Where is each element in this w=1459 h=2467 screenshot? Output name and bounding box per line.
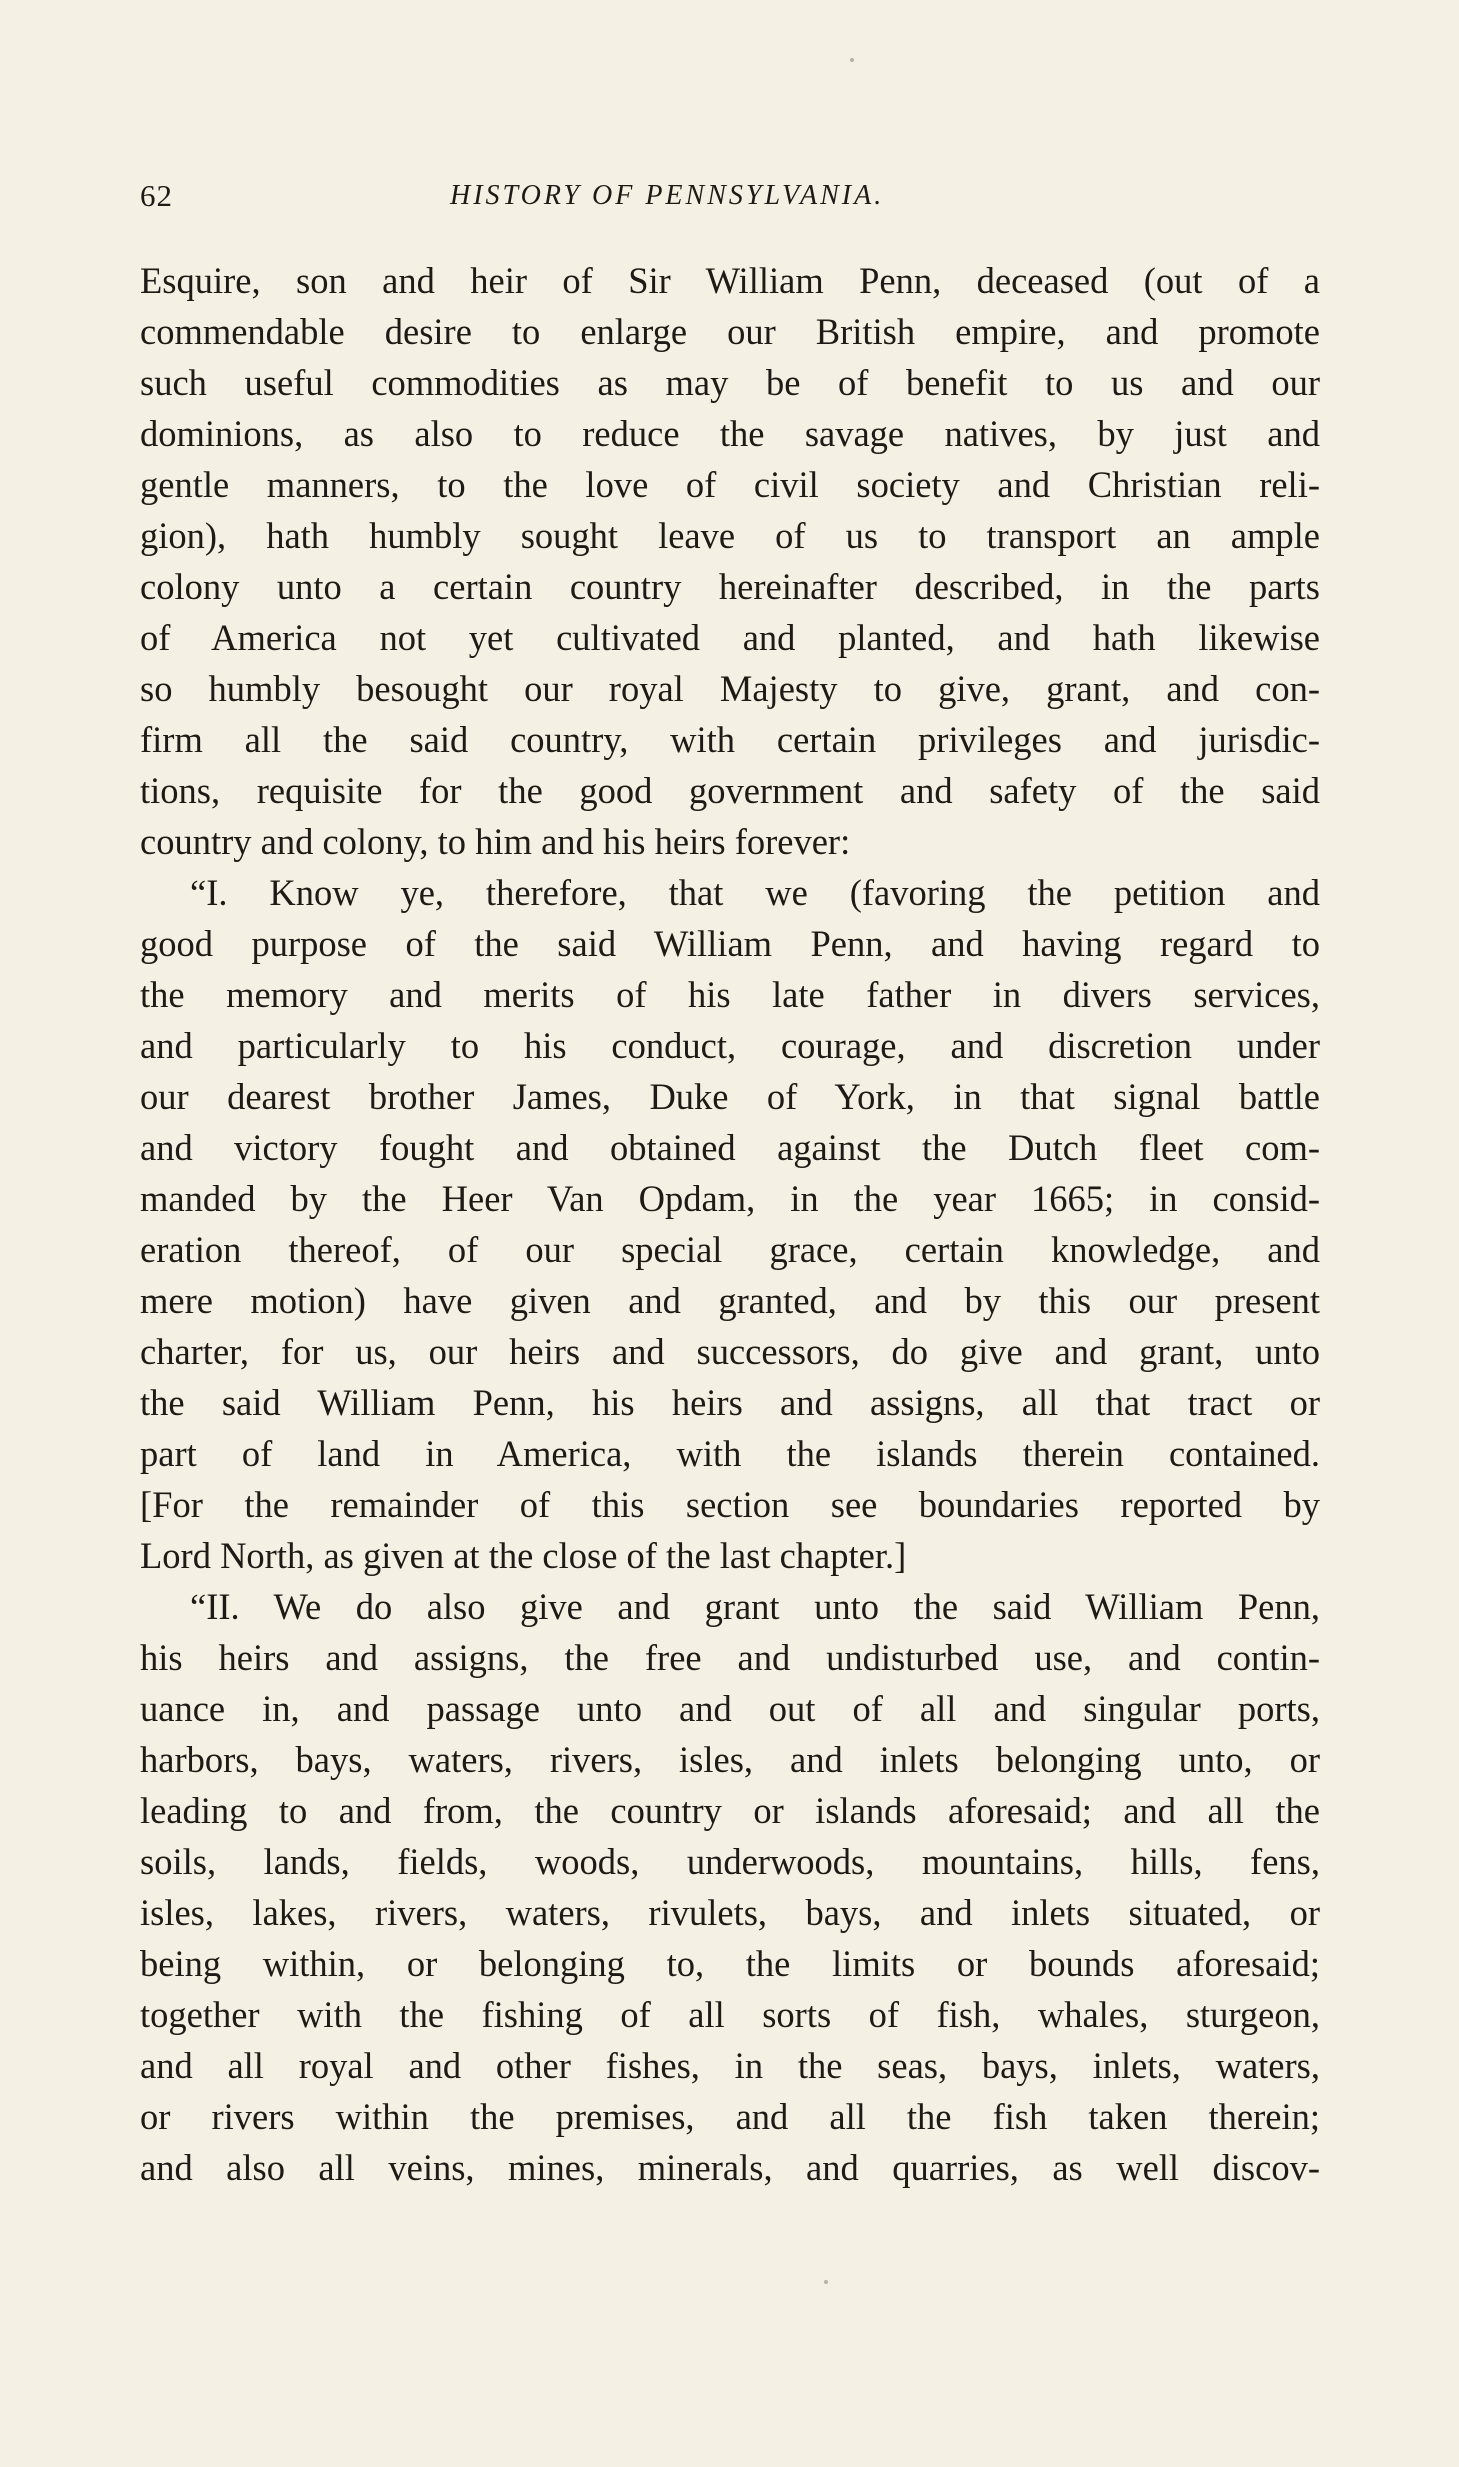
- text-line: Lord North, as given at the close of the last chapter.]: [140, 1535, 907, 1576]
- text-line: good purpose of the said William Penn, and having regard to: [140, 923, 1320, 964]
- text-line: uance in, and passage unto and out of all and singular ports,: [140, 1688, 1320, 1729]
- text-line: charter, for us, our heirs and successors, do give and grant, unto: [140, 1331, 1320, 1372]
- text-line: his heirs and assigns, the free and undisturbed use, and contin-: [140, 1637, 1320, 1678]
- page-number: 62: [140, 178, 173, 213]
- text-line: firm all the said country, with certain privileges and jurisdic-: [140, 719, 1320, 760]
- text-line: harbors, bays, waters, rivers, isles, and inlets belonging unto, or: [140, 1739, 1320, 1780]
- text-line: country and colony, to him and his heirs forever:: [140, 821, 851, 862]
- text-line: together with the fishing of all sorts of fish, whales, sturgeon,: [140, 1994, 1320, 2035]
- text-line: manded by the Heer Van Opdam, in the year 1665; in consid-: [140, 1178, 1320, 1219]
- text-line: isles, lakes, rivers, waters, rivulets, bays, and inlets situated, or: [140, 1892, 1320, 1933]
- text-line: or rivers within the premises, and all the fish taken therein;: [140, 2096, 1320, 2137]
- text-line: and victory fought and obtained against the Dutch fleet com-: [140, 1127, 1320, 1168]
- text-line: colony unto a certain country hereinafter described, in the parts: [140, 566, 1320, 607]
- text-line: gentle manners, to the love of civil society and Christian reli-: [140, 464, 1320, 505]
- text-line: tions, requisite for the good government and safety of the said: [140, 770, 1320, 811]
- text-line: commendable desire to enlarge our British empire, and promote: [140, 311, 1320, 352]
- text-line: so humbly besought our royal Majesty to give, grant, and con-: [140, 668, 1320, 709]
- body-text: [140, 255, 1320, 2193]
- paper-speck: [824, 2280, 828, 2284]
- text-line: gion), hath humbly sought leave of us to transport an ample: [140, 515, 1320, 556]
- text-line: “I. Know ye, therefore, that we (favoring the petition and: [190, 872, 1320, 913]
- text-line: part of land in America, with the islands therein contained.: [140, 1433, 1320, 1474]
- text-line: and all royal and other fishes, in the seas, bays, inlets, waters,: [140, 2045, 1320, 2086]
- text-line: the memory and merits of his late father in divers services,: [140, 974, 1320, 1015]
- text-line: and particularly to his conduct, courage, and discretion under: [140, 1025, 1320, 1066]
- text-line: of America not yet cultivated and planted, and hath likewise: [140, 617, 1320, 658]
- text-line: such useful commodities as may be of benefit to us and our: [140, 362, 1320, 403]
- text-line: eration thereof, of our special grace, certain knowledge, and: [140, 1229, 1320, 1270]
- text-line: and also all veins, mines, minerals, and quarries, as well discov-: [140, 2147, 1320, 2188]
- text-line: dominions, as also to reduce the savage natives, by just and: [140, 413, 1320, 454]
- text-line: our dearest brother James, Duke of York, in that signal battle: [140, 1076, 1320, 1117]
- running-head: [140, 178, 1320, 218]
- text-line: mere motion) have given and granted, and by this our present: [140, 1280, 1320, 1321]
- paper-speck: [850, 58, 854, 62]
- text-line: Esquire, son and heir of Sir William Penn, deceased (out of a: [140, 260, 1320, 301]
- running-title: HISTORY OF PENNSYLVANIA.: [450, 180, 885, 211]
- text-line: soils, lands, fields, woods, underwoods, mountains, hills, fens,: [140, 1841, 1320, 1882]
- text-line: “II. We do also give and grant unto the said William Penn,: [190, 1586, 1320, 1627]
- text-line: being within, or belonging to, the limits or bounds aforesaid;: [140, 1943, 1320, 1984]
- text-line: the said William Penn, his heirs and assigns, all that tract or: [140, 1382, 1320, 1423]
- text-line: [For the remainder of this section see boundaries reported by: [140, 1484, 1320, 1525]
- text-line: leading to and from, the country or islands aforesaid; and all the: [140, 1790, 1320, 1831]
